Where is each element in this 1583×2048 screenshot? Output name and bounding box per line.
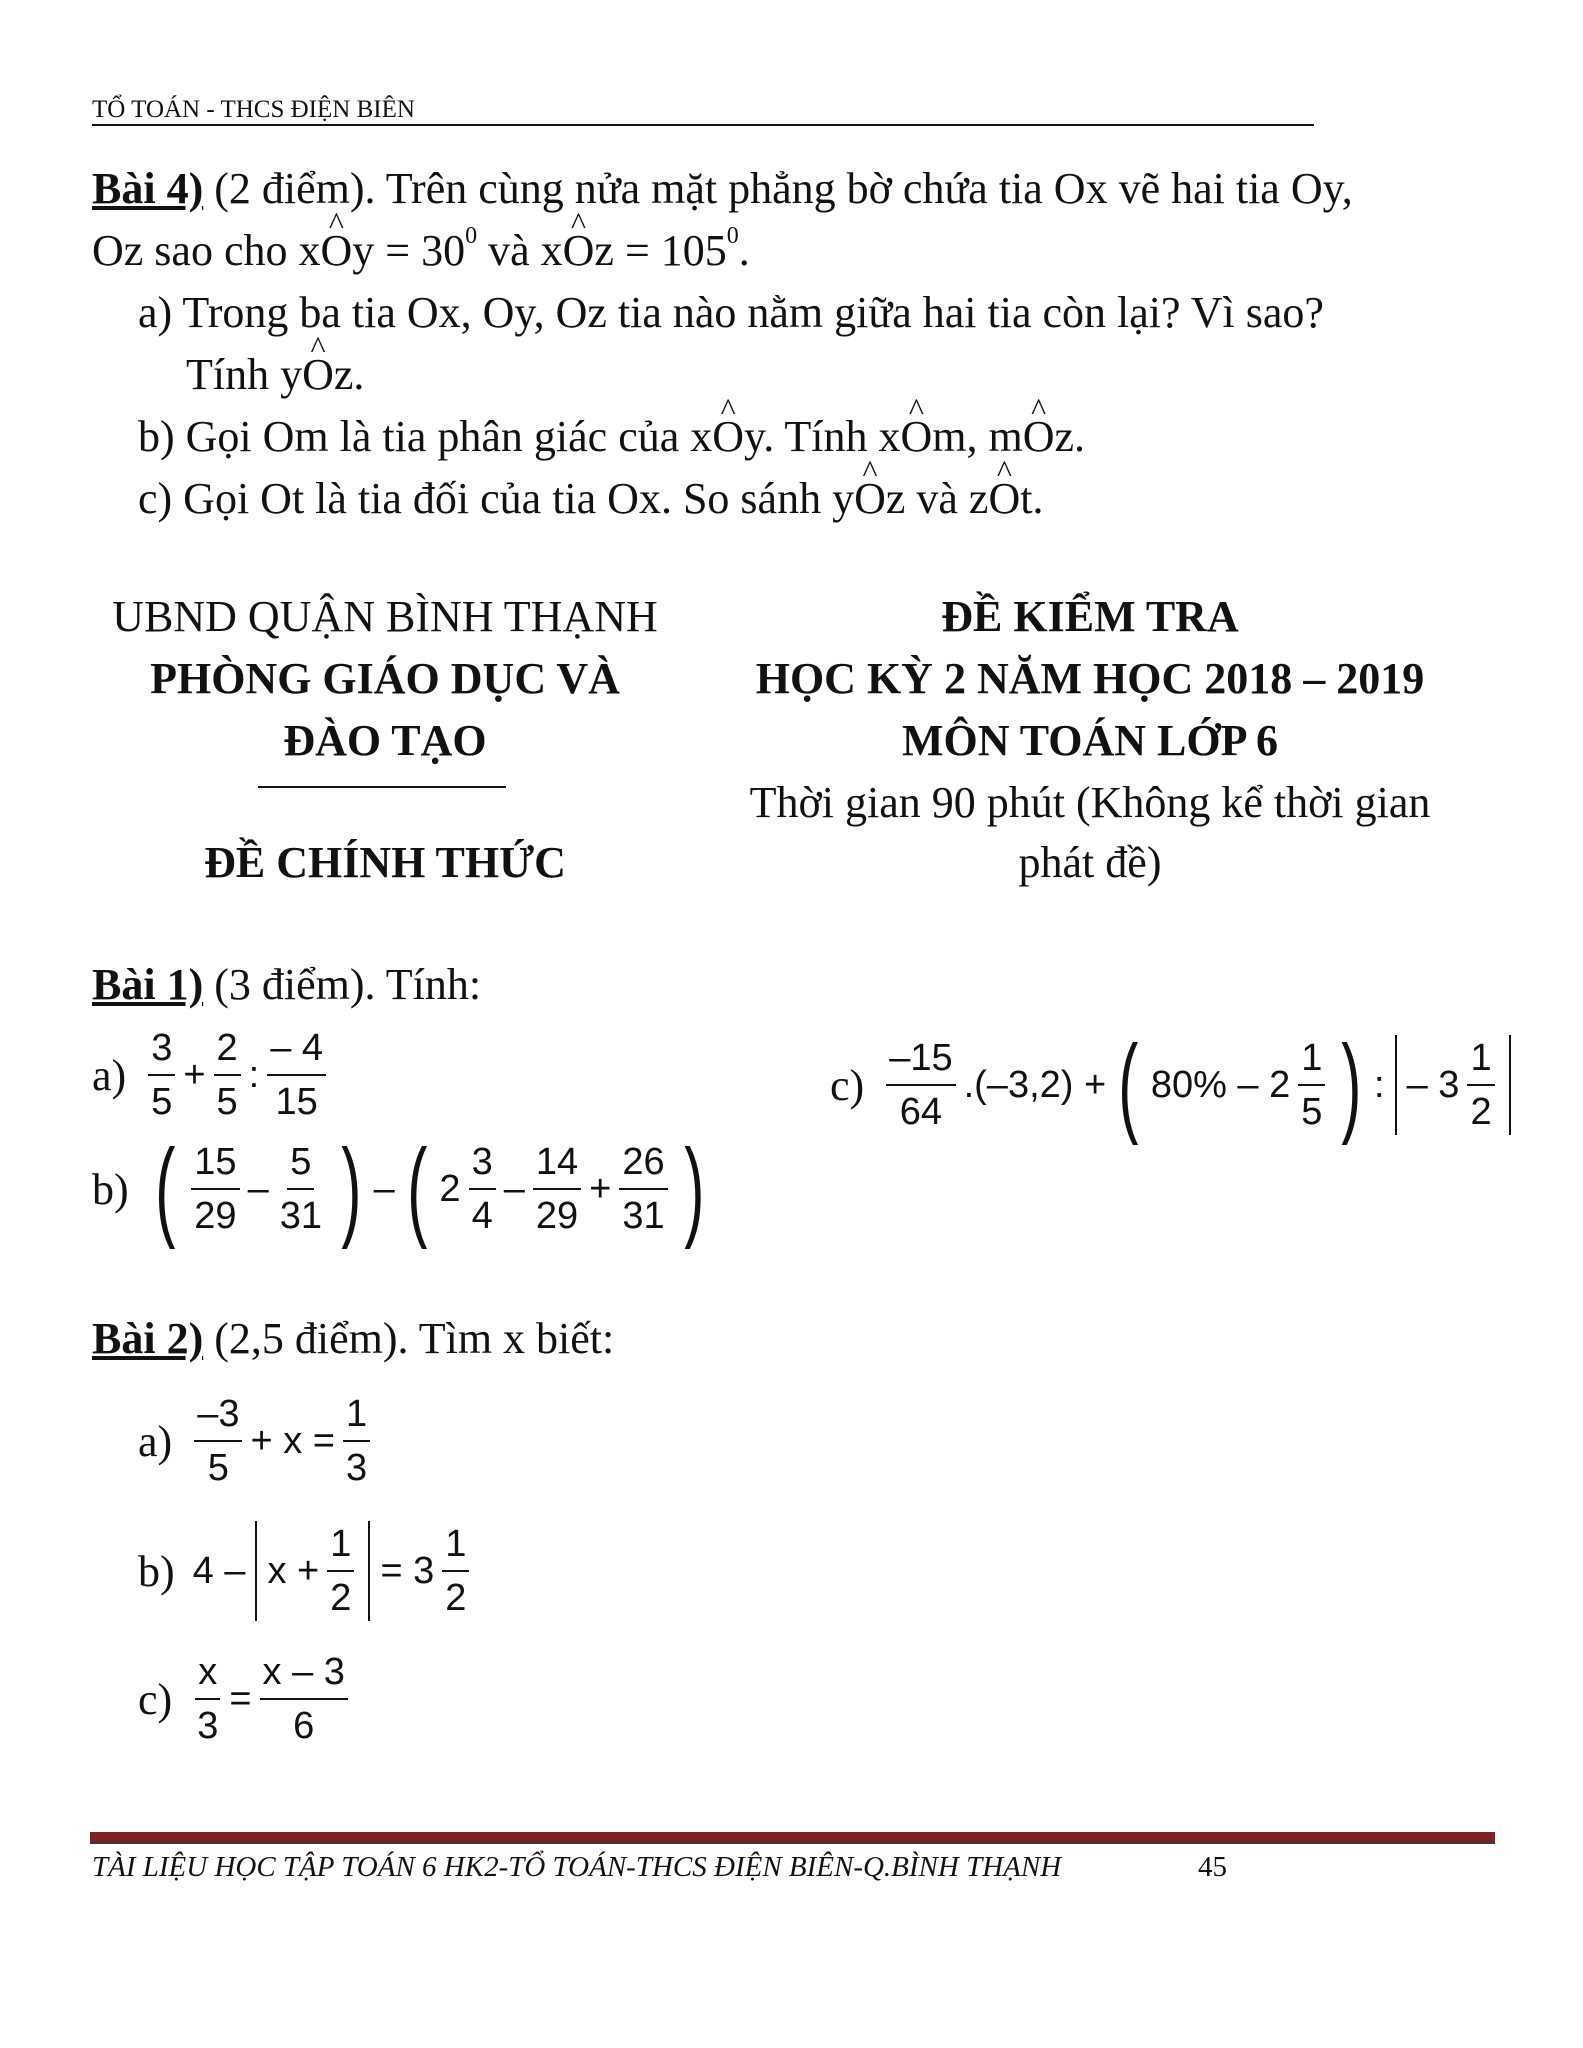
operator: = bbox=[229, 1677, 252, 1720]
fraction bbox=[214, 1022, 241, 1128]
denominator: 5 bbox=[1301, 1091, 1323, 1133]
district-name: UBND QUẬN BÌNH THẠNH bbox=[112, 592, 658, 641]
degree-sup: 0 bbox=[726, 223, 739, 249]
denominator: 4 bbox=[471, 1195, 493, 1237]
bai1-c-label: c) bbox=[830, 1060, 865, 1110]
fraction bbox=[194, 1646, 221, 1752]
abs-bar-left bbox=[255, 1521, 257, 1621]
numerator: x bbox=[195, 1646, 220, 1700]
expression-text: x + bbox=[267, 1549, 320, 1592]
bai1-a bbox=[92, 1022, 330, 1128]
angle-o: ^ O bbox=[302, 344, 334, 406]
bai4-b-mid2: m, m bbox=[932, 412, 1023, 461]
numerator: x – 3 bbox=[260, 1646, 348, 1700]
bai4-a-line1: a) Trong ba tia Ox, Oy, Oz tia nào nằm giữa hai tia còn lại? Vì sao? bbox=[138, 288, 1324, 337]
footer-rule bbox=[90, 1832, 1495, 1844]
bai4-a2-end: z. bbox=[333, 350, 365, 399]
fraction bbox=[619, 1136, 667, 1242]
denominator: 2 bbox=[445, 1577, 467, 1619]
expression-text: .(–3,2) + bbox=[963, 1063, 1107, 1106]
angle-o: ^ O bbox=[988, 468, 1020, 530]
bai4-a2-prefix: Tính y bbox=[186, 350, 303, 399]
fraction bbox=[442, 1518, 469, 1624]
bai4-a-line2 bbox=[186, 344, 1486, 406]
bai4-intro-2-end: . bbox=[738, 226, 750, 275]
bai1-intro: (3 điểm). Tính: bbox=[203, 960, 482, 1009]
bai1-b bbox=[92, 1127, 712, 1250]
angle-o: ^ O bbox=[901, 406, 933, 468]
bai4-intro-1: (2 điểm). Trên cùng nửa mặt phẳng bờ chứa tia Ox vẽ hai tia Oy, bbox=[203, 164, 1353, 213]
operator: : bbox=[1374, 1063, 1385, 1106]
fraction bbox=[327, 1518, 354, 1624]
degree-sup: 0 bbox=[465, 223, 478, 249]
denominator: 5 bbox=[151, 1081, 173, 1123]
numerator: 15 bbox=[191, 1136, 239, 1190]
bai2-a-label: a) bbox=[138, 1416, 173, 1466]
expression-text: + x = bbox=[250, 1419, 335, 1462]
right-paren: ) bbox=[683, 1127, 705, 1250]
bai2-b-label: b) bbox=[138, 1546, 175, 1596]
numerator: –15 bbox=[886, 1032, 955, 1086]
fraction bbox=[260, 1646, 348, 1752]
bai4-intro-line2 bbox=[92, 220, 1492, 282]
bai2-c-label: c) bbox=[138, 1674, 173, 1724]
bai2-a bbox=[138, 1388, 374, 1494]
fraction bbox=[194, 1388, 242, 1494]
bai4-intro-2-prefix: Oz sao cho x bbox=[92, 226, 321, 275]
exam-time-line1: Thời gian 90 phút (Không kể thời gian bbox=[749, 778, 1431, 827]
exam-subject: MÔN TOÁN LỚP 6 bbox=[901, 716, 1279, 765]
bai4-intro-2-mid3: z = 105 bbox=[594, 226, 727, 275]
bai1-b-label: b) bbox=[92, 1164, 129, 1214]
numerator: 2 bbox=[214, 1022, 241, 1076]
operator: : bbox=[248, 1053, 260, 1096]
bai4-c bbox=[138, 468, 1492, 530]
denominator: 64 bbox=[899, 1091, 943, 1133]
fraction bbox=[148, 1022, 175, 1128]
bai4-b-mid1: y. Tính x bbox=[744, 412, 901, 461]
numerator: 1 bbox=[1298, 1032, 1325, 1086]
angle-o: ^ O bbox=[563, 220, 595, 282]
numerator: 3 bbox=[469, 1136, 496, 1190]
fraction bbox=[277, 1136, 325, 1242]
bai4-b-prefix: b) Gọi Om là tia phân giác của x bbox=[138, 412, 713, 461]
denominator: 15 bbox=[275, 1081, 318, 1123]
numerator: 1 bbox=[327, 1518, 354, 1572]
abs-bar-right bbox=[1509, 1035, 1511, 1135]
angle-o: ^ O bbox=[1023, 406, 1055, 468]
bai2-c bbox=[138, 1646, 352, 1752]
left-paren: ( bbox=[1118, 1023, 1139, 1146]
exam-time-line2: phát đề) bbox=[1018, 838, 1162, 887]
numerator: 1 bbox=[343, 1388, 370, 1442]
abs-bar-left bbox=[1395, 1035, 1397, 1135]
fraction bbox=[191, 1136, 239, 1242]
numerator: 26 bbox=[619, 1136, 667, 1190]
denominator: 3 bbox=[345, 1447, 368, 1489]
expression-text: 4 – bbox=[192, 1549, 246, 1592]
denominator: 31 bbox=[622, 1195, 665, 1237]
exam-title: ĐỀ KIỂM TRA bbox=[941, 592, 1239, 641]
footer-text: TÀI LIỆU HỌC TẬP TOÁN 6 HK2-TỔ TOÁN-THCS ĐIỆN BIÊN-Q.BÌNH THẠNH bbox=[92, 1851, 1062, 1883]
denominator: 29 bbox=[194, 1195, 237, 1237]
bai4-intro-2-mid1: y = 30 bbox=[352, 226, 466, 275]
fraction bbox=[343, 1388, 370, 1494]
bai4-b bbox=[138, 406, 1492, 468]
bai4-intro-line1 bbox=[92, 158, 1492, 220]
bai1-c bbox=[830, 1023, 1517, 1146]
fraction bbox=[469, 1136, 496, 1242]
department-line2: ĐÀO TẠO bbox=[283, 716, 487, 765]
angle-o: ^ O bbox=[321, 220, 353, 282]
bai1-label: Bài 1) bbox=[92, 960, 204, 1009]
numerator: 1 bbox=[442, 1518, 469, 1572]
header-divider bbox=[258, 786, 506, 788]
numerator: 14 bbox=[533, 1136, 581, 1190]
left-paren: ( bbox=[407, 1127, 428, 1250]
running-header: TỔ TOÁN - THCS ĐIỆN BIÊN bbox=[92, 96, 1314, 126]
numerator: 5 bbox=[287, 1136, 314, 1190]
denominator: 2 bbox=[330, 1577, 352, 1619]
denominator: 5 bbox=[216, 1081, 238, 1123]
exam-term: HỌC KỲ 2 NĂM HỌC 2018 – 2019 bbox=[755, 654, 1425, 703]
denominator: 31 bbox=[279, 1195, 322, 1237]
left-paren: ( bbox=[154, 1127, 176, 1250]
fraction bbox=[1298, 1032, 1325, 1138]
denominator: 2 bbox=[1470, 1091, 1492, 1133]
bai2-heading bbox=[92, 1308, 614, 1370]
numerator: 3 bbox=[148, 1022, 175, 1076]
fraction bbox=[533, 1136, 581, 1242]
expression-text: – 3 bbox=[1406, 1063, 1460, 1106]
bai4-b-end: z. bbox=[1054, 412, 1086, 461]
expression-text: 80% – 2 bbox=[1150, 1063, 1291, 1106]
numerator: –3 bbox=[194, 1388, 242, 1442]
numerator: 1 bbox=[1467, 1032, 1494, 1086]
operator: + bbox=[183, 1053, 206, 1096]
bai2-b bbox=[138, 1518, 473, 1624]
bai4-c-end: t. bbox=[1020, 474, 1044, 523]
bai4-label: Bài 4) bbox=[92, 164, 204, 213]
right-paren: ) bbox=[341, 1127, 362, 1250]
denominator: 29 bbox=[535, 1195, 579, 1237]
official-label: ĐỀ CHÍNH THỨC bbox=[204, 838, 566, 887]
angle-o: ^ O bbox=[712, 406, 744, 468]
department-line1: PHÒNG GIÁO DỤC VÀ bbox=[150, 654, 620, 703]
bai4-intro-2-mid2: và x bbox=[477, 226, 563, 275]
page-number: 45 bbox=[1198, 1851, 1227, 1883]
operator: – bbox=[373, 1167, 395, 1210]
bai4-c-mid: z và z bbox=[885, 474, 989, 523]
numerator: – 4 bbox=[267, 1022, 326, 1076]
bai4-c-prefix: c) Gọi Ot là tia đối của tia Ox. So sánh y bbox=[138, 474, 855, 523]
whole-number: 2 bbox=[439, 1167, 461, 1210]
angle-o: ^ O bbox=[854, 468, 886, 530]
denominator: 3 bbox=[197, 1705, 219, 1747]
bai2-intro: (2,5 điểm). Tìm x biết: bbox=[203, 1314, 615, 1363]
fraction bbox=[267, 1022, 326, 1128]
operator: + bbox=[589, 1167, 612, 1210]
expression-text: = 3 bbox=[380, 1549, 435, 1592]
bai1-a-label: a) bbox=[92, 1050, 127, 1100]
right-paren: ) bbox=[1341, 1023, 1362, 1146]
operator: – bbox=[503, 1167, 525, 1210]
denominator: 5 bbox=[207, 1447, 229, 1489]
abs-bar-right bbox=[368, 1521, 370, 1621]
operator: – bbox=[247, 1167, 269, 1210]
denominator: 6 bbox=[293, 1705, 315, 1747]
bai1-heading bbox=[92, 954, 481, 1016]
fraction bbox=[886, 1032, 955, 1138]
fraction bbox=[1467, 1032, 1494, 1138]
bai2-label: Bài 2) bbox=[92, 1314, 204, 1363]
